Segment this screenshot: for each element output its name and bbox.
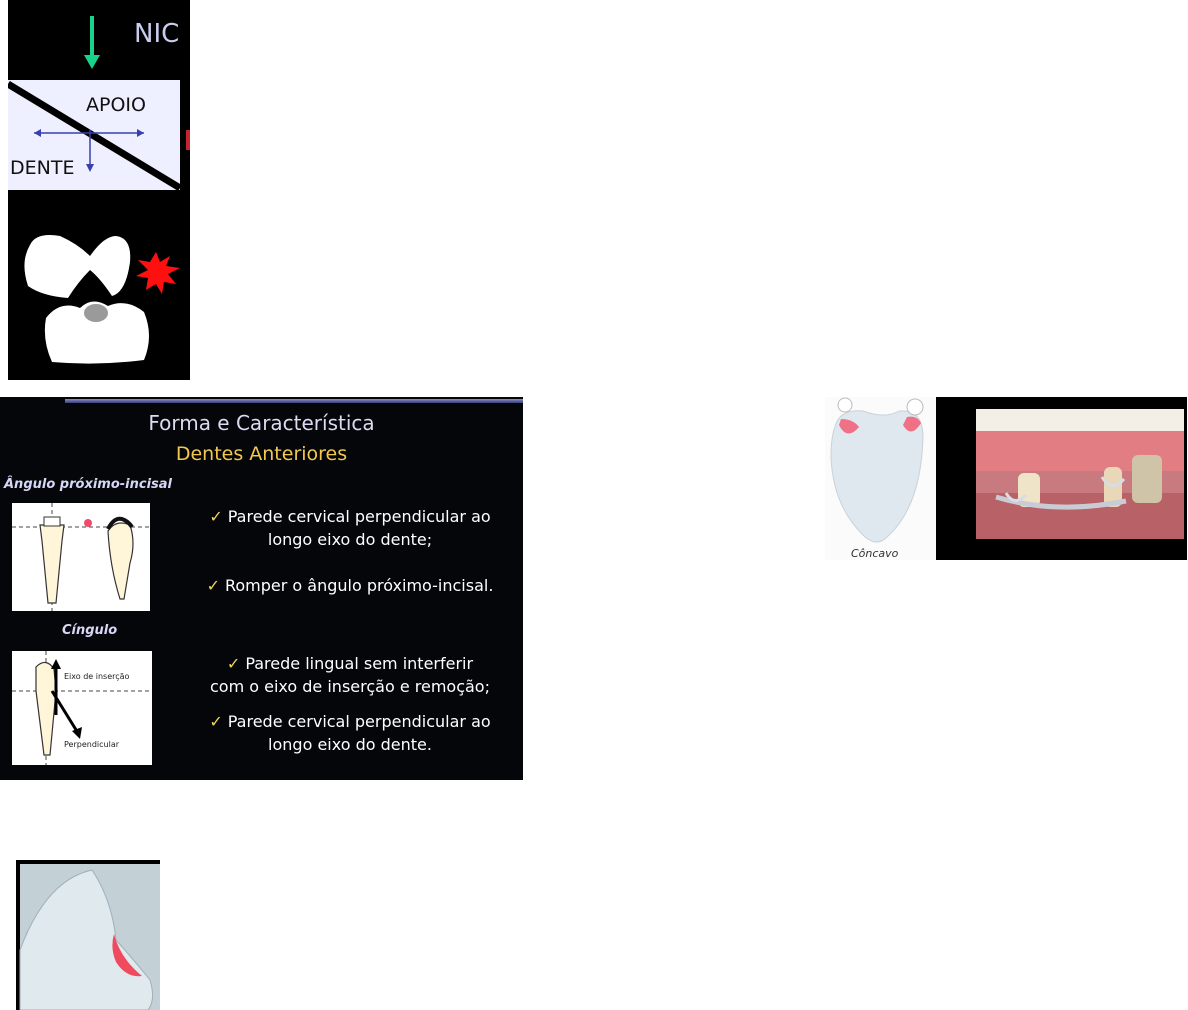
slide-title: Forma e Característica [148,411,375,435]
label-support: APOIO [86,94,146,116]
edge-mark [186,130,190,150]
check-icon: ✓ [209,712,223,731]
green-arrow-head-icon [84,55,100,69]
bullet-text: Parede cervical perpendicular ao [227,507,491,526]
main-slide [0,397,523,780]
incisor-side-shape [108,523,133,599]
insertion-axis-label: Eixo de inserção [64,672,130,681]
concave-caption: Côncavo [851,547,899,560]
collision-burst-icon [136,252,180,294]
partial-denture-photo [936,397,1187,560]
highlight-dot [84,519,92,527]
bullet-item [190,574,510,597]
bullet-text-continued: com o eixo de inserção e remoção; [210,677,490,696]
check-icon: ✓ [209,507,223,526]
section-label-proximal-incisal: Ângulo próximo-incisal [4,477,172,492]
slide-subtitle: Dentes Anteriores [175,443,348,465]
bullet-item [190,505,510,551]
incisor-diagram [12,503,150,611]
concave-tooth-image [825,397,936,560]
upper-tooth-shape [24,235,130,298]
figure-cingulum [12,651,152,765]
bullet-item [190,710,510,756]
bullet-text-continued: longo eixo do dente. [268,735,432,754]
check-icon: ✓ [226,654,241,673]
top-slide-crop [8,0,190,380]
adjacent-tooth-right [907,399,923,415]
bottom-tooth-image [16,860,160,1010]
incisor-front-shape [40,525,64,603]
cingulum-tooth-shape [36,662,56,755]
incisor-crown-cut [44,517,60,526]
bullet-text: Parede cervical perpendicular ao [227,712,491,731]
bullet-text-continued: longo eixo do dente; [267,530,433,549]
bullet-text: Romper o ângulo próximo-incisal. [224,576,494,595]
rest-contact-shape [84,304,108,322]
insertion-arrow-head-icon [51,659,61,669]
molar-shape [1132,455,1162,503]
slide-top-rule [65,399,523,403]
concave-tooth-illustration [825,397,936,560]
check-icon: ✓ [206,576,220,595]
section-label-cingulum: Cíngulo [62,623,118,638]
upper-teeth-row [976,409,1184,431]
bottom-tooth-illustration [16,860,160,1010]
partial-title: NIC [134,19,180,49]
label-tooth: DENTE [10,157,75,179]
support-diagram [8,0,190,380]
cingulum-diagram [12,651,152,765]
figure-proximal-incisal [12,503,150,611]
perpendicular-label: Perpendicular [64,740,120,749]
mouth-illustration [936,397,1187,560]
bullet-item [190,652,510,698]
bullet-text: Parede lingual sem interferir [245,654,474,673]
adjacent-tooth-left [838,398,852,412]
